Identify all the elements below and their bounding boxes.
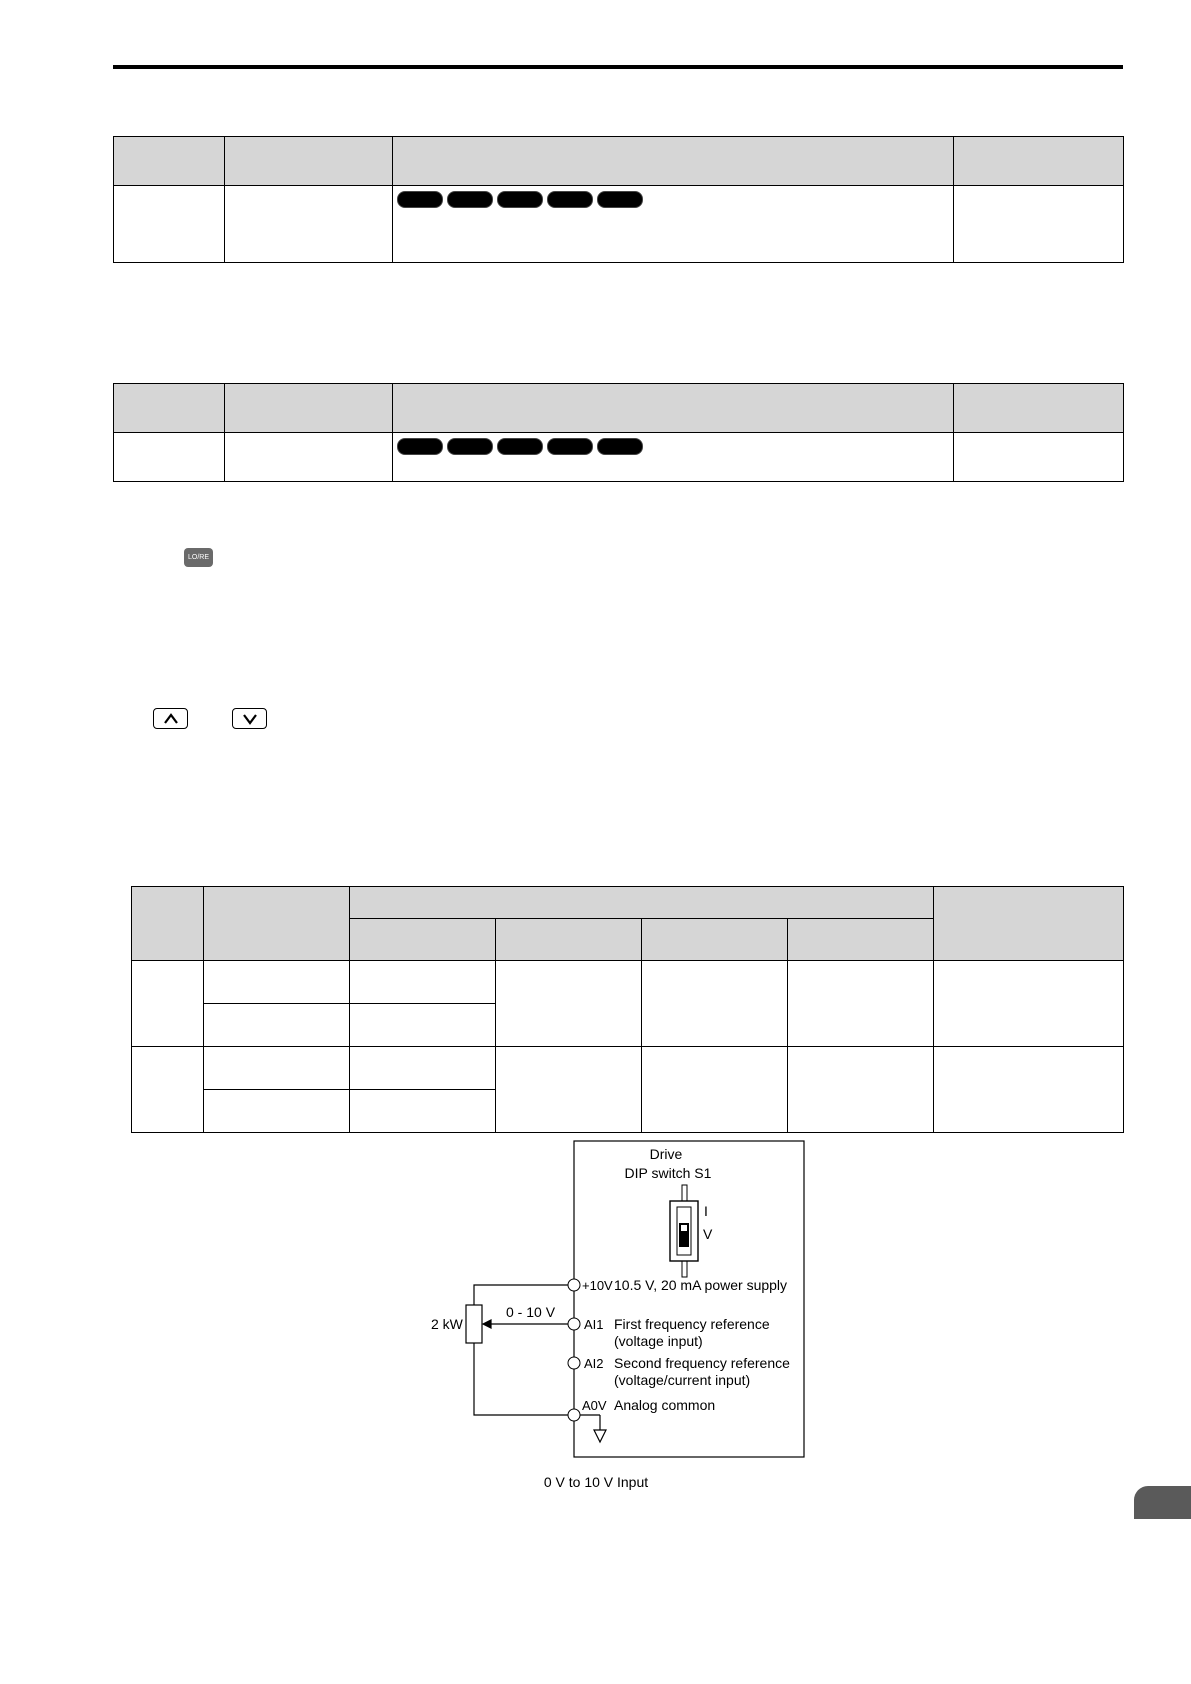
table2-header-description: [393, 384, 954, 433]
terminal-ai2-description: Second frequency reference: [614, 1355, 790, 1371]
table-cell: [350, 1090, 496, 1133]
terminal-table-header: [132, 887, 204, 961]
control-mode-badge: [497, 191, 543, 208]
parameter-table-1: [113, 136, 1124, 263]
control-mode-badge: [597, 438, 643, 455]
table1-header-name: [225, 137, 393, 186]
dip-switch-label: DIP switch S1: [624, 1165, 712, 1181]
terminal-a0v-circle: [568, 1409, 580, 1421]
terminal-ai1-description: First frequency reference: [614, 1316, 770, 1332]
table1-header-default: [954, 137, 1124, 186]
switch-v-label: V: [703, 1226, 713, 1242]
control-mode-badge: [447, 438, 493, 455]
terminal-ai2-name: AI2: [584, 1356, 604, 1371]
table-cell: [350, 961, 496, 1004]
table-cell: [204, 1004, 350, 1047]
terminal-ai1-name: AI1: [584, 1317, 604, 1332]
table2-cell-name: [225, 433, 393, 482]
terminal-10v-name: +10V: [582, 1278, 613, 1293]
table-cell: [934, 961, 1124, 1047]
control-mode-badges: [397, 191, 953, 208]
table1-cell-no: [114, 186, 225, 263]
terminal-table-subheader: [642, 919, 788, 961]
terminal-ai1-circle: [568, 1318, 580, 1330]
terminal-ai2-description2: (voltage/current input): [614, 1372, 751, 1388]
terminal-a0v-name: A0V: [582, 1398, 607, 1413]
table-cell: [204, 961, 350, 1004]
terminal-table: [131, 886, 1124, 1133]
control-mode-badge: [397, 191, 443, 208]
terminal-table-header: [934, 887, 1124, 961]
table2-header-no: [114, 384, 225, 433]
terminal-table-subheader: [496, 919, 642, 961]
table2-header-name: [225, 384, 393, 433]
lo-re-key-icon: LO/RE: [184, 548, 213, 567]
table1-cell-default: [954, 186, 1124, 263]
table1-cell-description: [393, 186, 954, 263]
terminal-table-header: [204, 887, 350, 961]
terminal-ai2-circle: [568, 1357, 580, 1369]
control-mode-badge: [497, 438, 543, 455]
terminal-a0v-description: Analog common: [614, 1397, 716, 1413]
table-cell: [350, 1004, 496, 1047]
terminal-table-subheader: [788, 919, 934, 961]
table2-cell-default: [954, 433, 1124, 482]
table2-cell-no: [114, 433, 225, 482]
table1-header-no: [114, 137, 225, 186]
parameter-table-2: [113, 383, 1124, 482]
table-cell: [350, 1047, 496, 1090]
up-arrow-key-icon: [153, 708, 188, 729]
table-cell: [788, 961, 934, 1047]
diagram-caption: 0 V to 10 V Input: [543, 1474, 649, 1490]
terminal-ai1-description2: (voltage input): [614, 1333, 703, 1349]
drive-label: Drive: [649, 1146, 683, 1162]
table-cell: [642, 1047, 788, 1133]
table-cell: [496, 961, 642, 1047]
terminal-10v-circle: [568, 1279, 580, 1291]
control-mode-badge: [547, 191, 593, 208]
table2-cell-description: [393, 433, 954, 482]
table-cell: [642, 961, 788, 1047]
table-cell: [204, 1090, 350, 1133]
table1-cell-name: [225, 186, 393, 263]
wiring-diagram: [420, 1135, 820, 1495]
control-mode-badge: [447, 191, 493, 208]
switch-i-label: I: [704, 1203, 708, 1219]
table-cell: [132, 1047, 204, 1133]
resistor-label: 2 kW: [431, 1316, 463, 1332]
terminal-table-header-group: [350, 887, 934, 919]
control-mode-badge: [597, 191, 643, 208]
table1-header-description: [393, 137, 954, 186]
table2-header-default: [954, 384, 1124, 433]
control-mode-badges: [397, 438, 953, 455]
voltage-range-label: 0 - 10 V: [506, 1304, 556, 1320]
control-mode-badge: [547, 438, 593, 455]
table-cell: [496, 1047, 642, 1133]
table-cell: [788, 1047, 934, 1133]
control-mode-badge: [397, 438, 443, 455]
terminal-10v-description: 10.5 V, 20 mA power supply: [614, 1277, 788, 1293]
chapter-tab-marker: [1134, 1486, 1191, 1519]
top-rule: [113, 65, 1123, 69]
table-cell: [934, 1047, 1124, 1133]
table-cell: [204, 1047, 350, 1090]
terminal-table-subheader: [350, 919, 496, 961]
dip-switch-s1: [670, 1185, 698, 1277]
down-arrow-key-icon: [232, 708, 267, 729]
table-cell: [132, 961, 204, 1047]
